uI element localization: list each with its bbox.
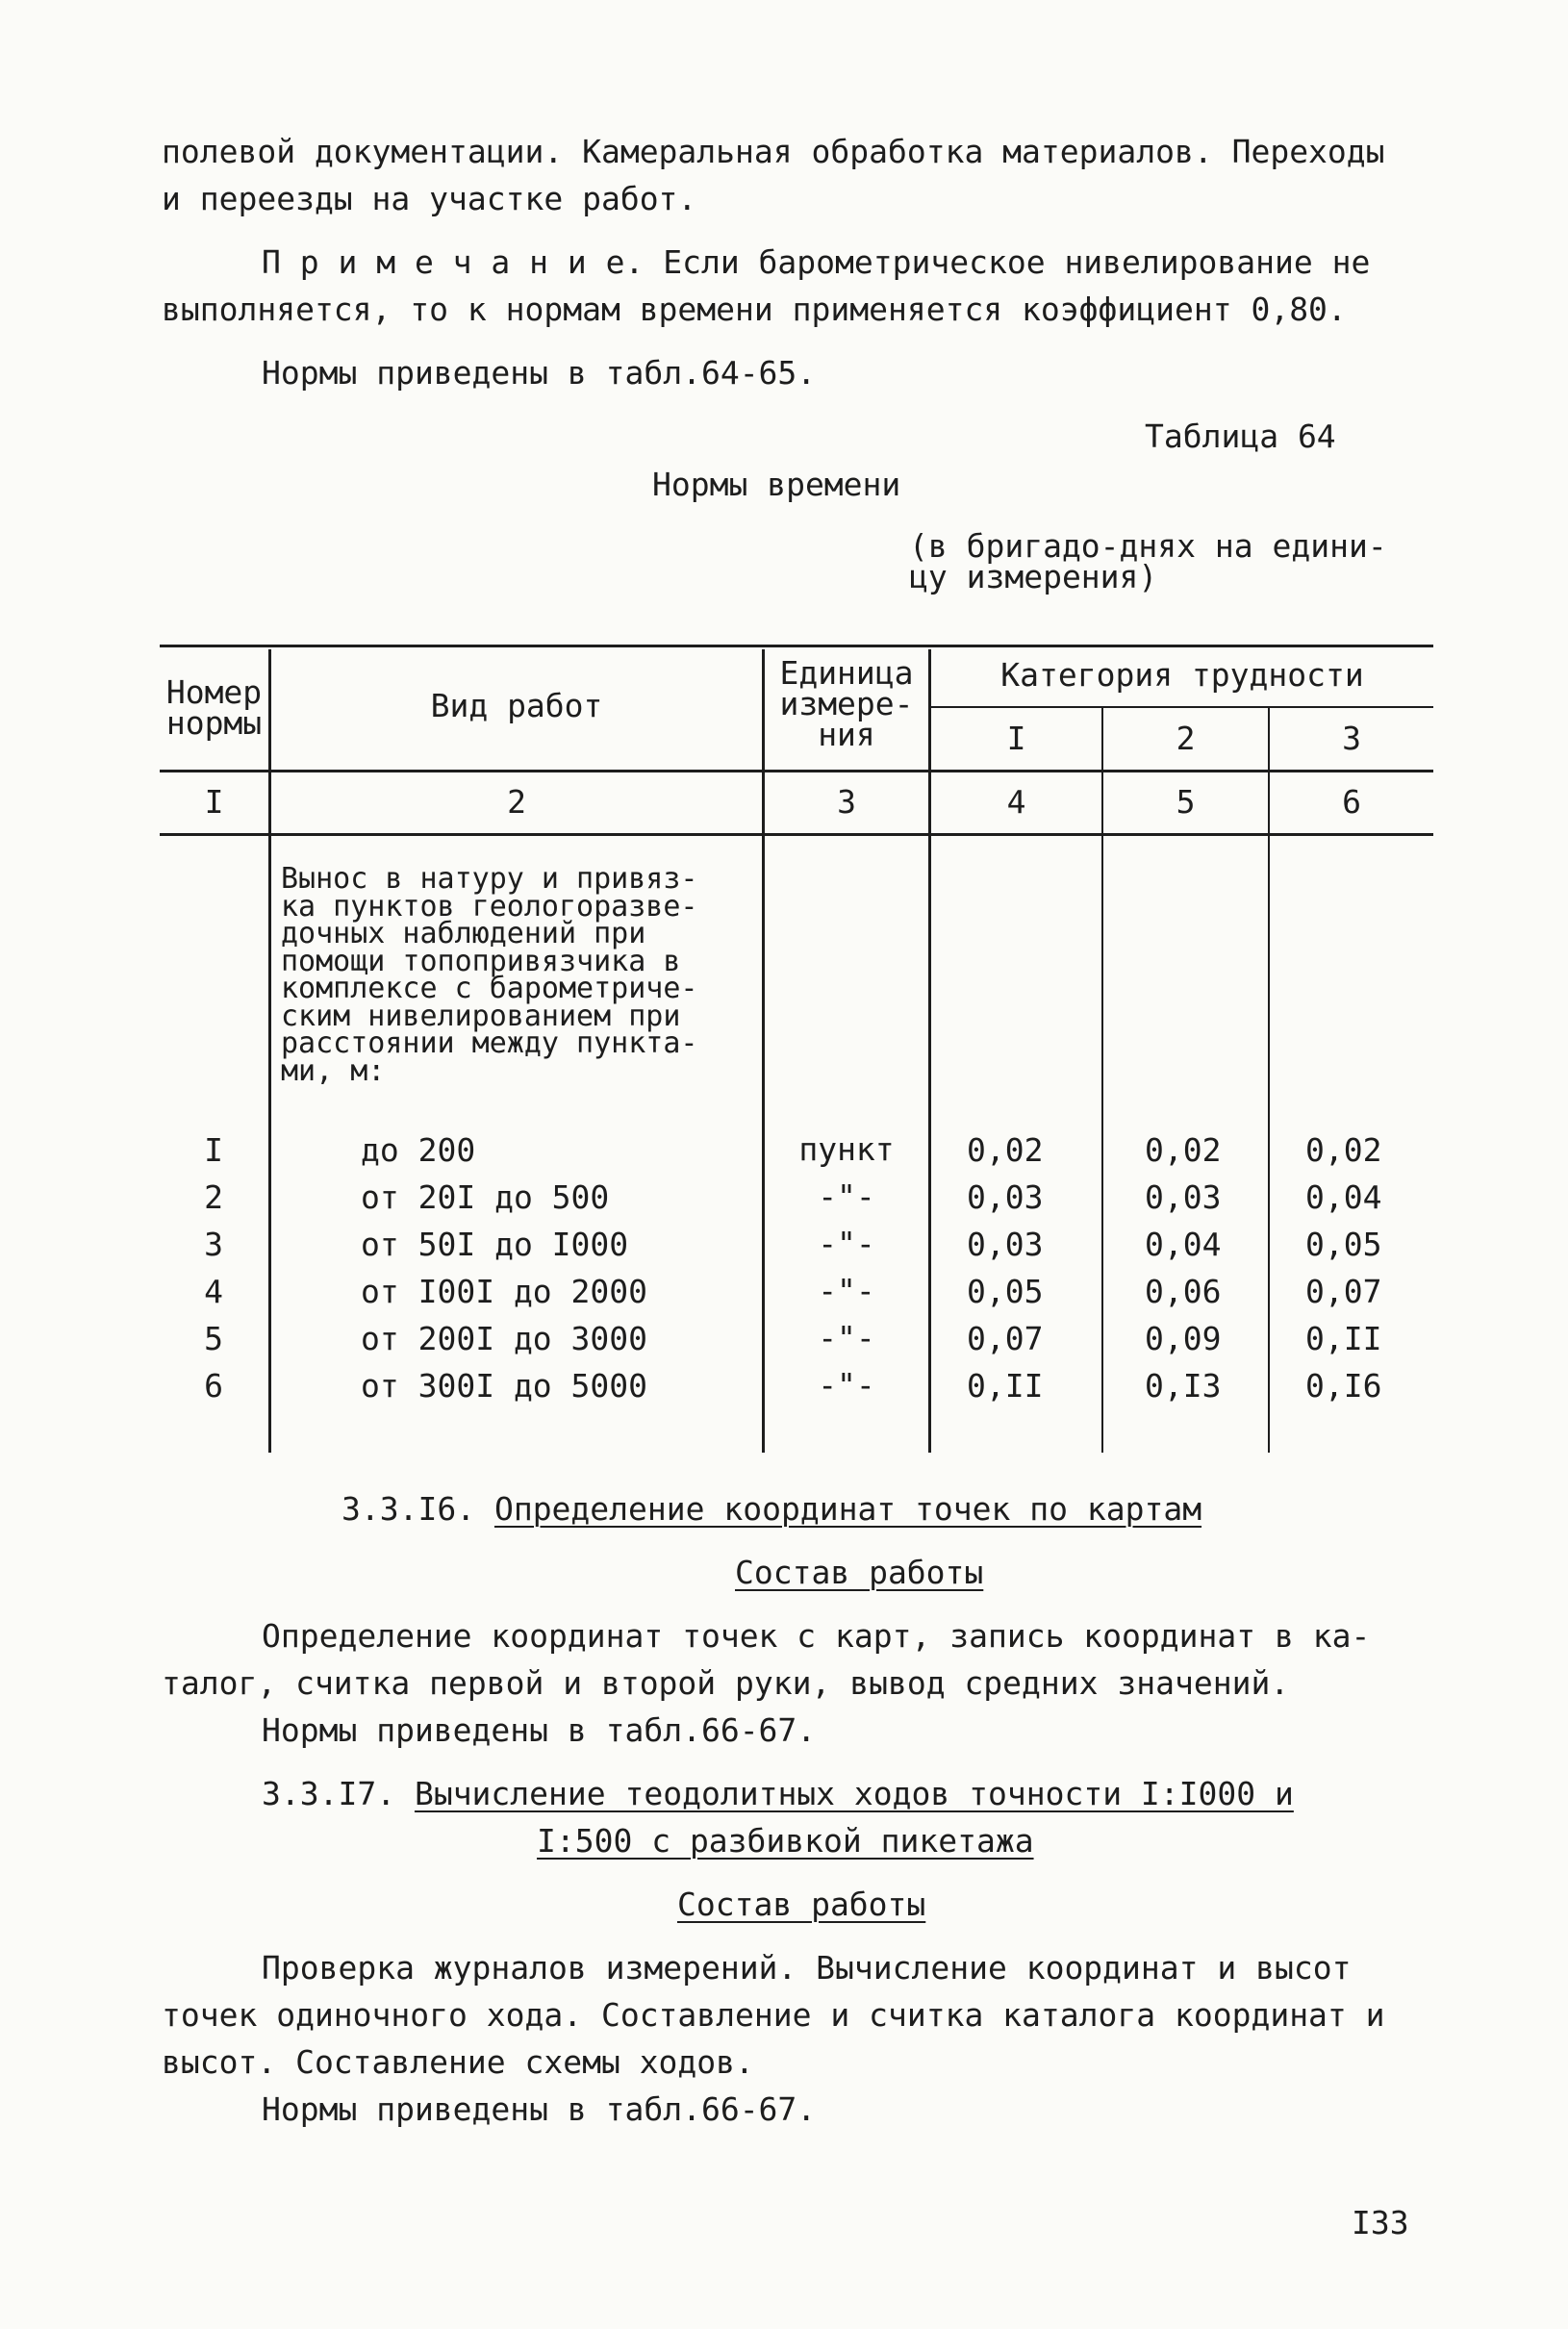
paragraph-line: и переезды на участке работ. (162, 180, 697, 217)
work-description: Вынос в натуру и привяз- ка пунктов геологоразве- дочных наблюдений при помощи топопривязчика в комплексе с барометриче- ским нивелированием при расстоянии между пункта- ми, м: (281, 862, 698, 1088)
section-title-continued: I:500 с разбивкой пикетажа (537, 1822, 1034, 1860)
category-3-value: 0,04 (1305, 1178, 1382, 1216)
section-heading (262, 1775, 1294, 1813)
section-subtitle: Состав работы (735, 1554, 984, 1591)
category-3-value: 0,05 (1305, 1226, 1382, 1263)
table-rule (1101, 708, 1103, 1453)
table-rule (928, 706, 1433, 708)
norm-number: I (204, 1131, 223, 1169)
paragraph-line: талог, считка первой и второй руки, вывод средних значений. (162, 1664, 1290, 1702)
column-number: 2 (507, 783, 526, 821)
paragraph-line: высот. Составление схемы ходов. (162, 2043, 754, 2081)
work-range: от 50I до I000 (361, 1226, 629, 1263)
category-1-value: 0,07 (967, 1320, 1044, 1357)
section-heading (341, 1490, 1201, 1529)
column-number: I (204, 783, 224, 821)
unit-value: -"- (818, 1177, 875, 1215)
table-label: Таблица 64 (1145, 418, 1336, 455)
section-subtitle: Состав работы (677, 1886, 926, 1923)
norm-number: 3 (204, 1226, 223, 1263)
note-line: П р и м е ч а н и е. Если барометрическое нивелирование не (262, 243, 1371, 281)
category-3-value: 0,II (1305, 1320, 1382, 1357)
section-number: 3.3.I6. (341, 1490, 476, 1528)
column-number: 6 (1342, 783, 1361, 821)
table-rule (160, 645, 1433, 647)
category-2-value: 0,09 (1145, 1320, 1222, 1357)
units-note: (в бригадо-днях на едини- (909, 527, 1387, 565)
header-norm-number: Номер нормы (165, 673, 263, 742)
paragraph-line: точек одиночного хода. Составление и считка каталога координат и (162, 1996, 1385, 2034)
norms-reference: Нормы приведены в табл.66-67. (262, 2090, 817, 2128)
table-rule (928, 649, 931, 1453)
page-number: I33 (1352, 2204, 1409, 2241)
category-1-value: 0,05 (967, 1273, 1044, 1310)
section-title: Определение координат точек по картам (493, 1490, 1202, 1528)
units-note: цу измерения) (909, 558, 1158, 595)
category-2-value: 0,I3 (1145, 1367, 1222, 1405)
paragraph-line: Проверка журналов измерений. Вычисление координат и высот (262, 1949, 1352, 1987)
category-1-value: 0,02 (967, 1131, 1044, 1169)
note-line: выполняется, то к нормам времени применяется коэффициент 0,80. (162, 291, 1347, 328)
category-2-value: 0,06 (1145, 1273, 1222, 1310)
header-work-type: Вид работ (430, 687, 603, 724)
header-category-3: 3 (1342, 720, 1361, 757)
category-3-value: 0,02 (1305, 1131, 1382, 1169)
work-range: до 200 (361, 1131, 476, 1169)
category-2-value: 0,03 (1145, 1178, 1222, 1216)
work-range: от 300I до 5000 (361, 1367, 648, 1405)
header-difficulty-category: Категория трудности (1000, 656, 1364, 694)
work-range: от 200I до 3000 (361, 1320, 648, 1357)
category-2-value: 0,02 (1145, 1131, 1222, 1169)
category-1-value: 0,II (967, 1367, 1044, 1405)
work-range: от 20I до 500 (361, 1178, 610, 1216)
column-number: 4 (1006, 783, 1026, 821)
norms-reference: Нормы приведены в табл.66-67. (262, 1711, 817, 1749)
category-3-value: 0,I6 (1305, 1367, 1382, 1405)
work-range: от I00I до 2000 (361, 1273, 648, 1310)
column-number: 3 (837, 783, 856, 821)
table-rule (160, 770, 1433, 772)
column-number: 5 (1176, 783, 1196, 821)
table-rule (1268, 708, 1270, 1453)
unit-value: -"- (818, 1319, 875, 1356)
header-unit: Единица измере- ния (779, 654, 914, 753)
unit-value: -"- (818, 1366, 875, 1404)
header-category-1: I (1006, 720, 1026, 757)
norm-number: 6 (204, 1367, 223, 1405)
category-2-value: 0,04 (1145, 1226, 1222, 1263)
header-category-2: 2 (1176, 720, 1196, 757)
norm-number: 4 (204, 1273, 223, 1310)
category-3-value: 0,07 (1305, 1273, 1382, 1310)
unit-value: -"- (818, 1225, 875, 1262)
table-rule (268, 649, 271, 1453)
norm-number: 5 (204, 1320, 223, 1357)
norms-reference: Нормы приведены в табл.64-65. (262, 354, 817, 392)
paragraph-line: Определение координат точек с карт, запись координат в ка- (262, 1617, 1371, 1655)
norm-number: 2 (204, 1178, 223, 1216)
table-rule (160, 833, 1433, 836)
section-title: Вычисление теодолитных ходов точности I:I000 и (414, 1775, 1294, 1812)
table-title: Нормы времени (652, 466, 901, 503)
category-1-value: 0,03 (967, 1226, 1044, 1263)
category-1-value: 0,03 (967, 1178, 1044, 1216)
unit-value: -"- (818, 1272, 875, 1309)
unit-value: пункт (798, 1130, 895, 1168)
section-number: 3.3.I7. (262, 1775, 396, 1812)
paragraph-line: полевой документации. Камеральная обработка материалов. Переходы (162, 133, 1385, 170)
